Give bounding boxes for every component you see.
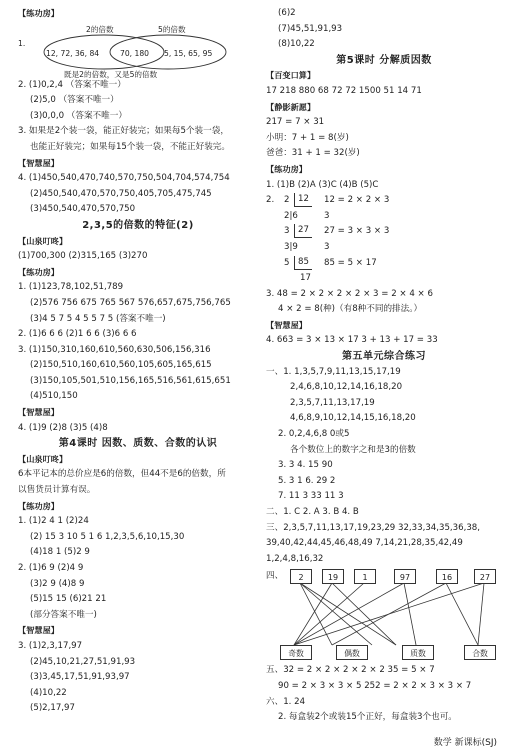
answer-line: 2. (1)6 6 6 (2)1 6 6 (3)6 6 6 bbox=[18, 329, 137, 340]
answer-line: 4. (1)450,540,470,740,570,750,504,704,574,754 bbox=[18, 173, 230, 184]
answer-line: 以售货员计算有误。 bbox=[18, 485, 96, 496]
category-prime: 质数 bbox=[402, 645, 434, 660]
section-header: 【智慧屋】 bbox=[18, 407, 59, 418]
answer-line: 4 × 2 = 8(种)（有8种不同的排法。） bbox=[278, 304, 423, 315]
answer-line: 2. (1)0,2,4 （答案不唯一） bbox=[18, 79, 126, 90]
factorization-row bbox=[266, 209, 502, 225]
answer-line: (2)150,510,160,610,560,105,605,165,615 bbox=[30, 360, 212, 371]
number-box: 19 bbox=[322, 569, 344, 584]
page-footer: 数学 新课标(SJ) bbox=[433, 738, 497, 748]
factor-equation: 12 = 2 × 2 × 3 bbox=[324, 195, 390, 206]
factorization-row bbox=[266, 240, 502, 256]
number-box: 1 bbox=[354, 569, 376, 584]
quotient: 3 bbox=[324, 241, 330, 252]
answer-line: 一、1. 1,3,5,7,9,11,13,15,17,19 bbox=[266, 366, 401, 377]
answer-line: (3)2 9 (4)8 9 bbox=[30, 578, 85, 589]
answer-line: (3)3,45,17,51,91,93,97 bbox=[30, 672, 130, 683]
answer-line: 1. (1)B (2)A (3)C (4)B (5)C bbox=[266, 179, 379, 190]
lesson-title: 第5课时 分解质因数 bbox=[336, 54, 432, 66]
venn-caption: 既是2的倍数，又是5的倍数 bbox=[64, 69, 158, 79]
dividend: 85 bbox=[294, 256, 312, 270]
answer-line: (8)10,22 bbox=[278, 39, 315, 50]
answer-line: 2,4,6,8,10,12,14,16,18,20 bbox=[290, 382, 403, 393]
section-header: 【百变口算】 bbox=[266, 70, 316, 81]
answer-line: 2. (1)6 9 (2)4 9 bbox=[18, 563, 84, 573]
number-box: 2 bbox=[290, 569, 312, 584]
answer-line: (1)700,300 (2)315,165 (3)270 bbox=[18, 251, 148, 262]
dividend: 12 bbox=[294, 193, 312, 207]
category-odd: 奇数 bbox=[280, 645, 312, 660]
venn-right-values: 5, 15, 65, 95 bbox=[164, 48, 213, 58]
answer-line: (2)576 756 675 765 567 576,657,675,756,765 bbox=[30, 297, 231, 308]
venn-left-values: 12, 72, 36, 84 bbox=[46, 48, 100, 58]
answer-line: 3. 3 4. 15 90 bbox=[278, 460, 333, 471]
answer-line: (2)45,10,21,27,51,91,93 bbox=[30, 656, 136, 667]
answer-line: 也能正好装完；如果每15个装一袋，不能正好装完。 bbox=[30, 141, 230, 152]
venn-diagram bbox=[18, 22, 258, 78]
answer-line: 六、1. 24 bbox=[266, 696, 306, 707]
answer-line: (5)15 15 (6)21 21 bbox=[30, 594, 107, 605]
question-number: 四、 bbox=[266, 571, 284, 582]
quotient: 3 bbox=[324, 210, 330, 221]
section-header: 【静影新愿】 bbox=[266, 101, 316, 112]
answer-line: 2. 每盒装2个或装15个正好，每盒装3个也可。 bbox=[278, 712, 457, 723]
right-column bbox=[266, 6, 502, 726]
question-number: 1. bbox=[18, 38, 26, 48]
section-header: 【智慧屋】 bbox=[18, 157, 59, 168]
answer-line: 1. (1)2 4 1 (2)24 bbox=[18, 516, 89, 527]
section-header: 【练功房】 bbox=[18, 266, 59, 277]
section-header: 【练功房】 bbox=[266, 163, 307, 174]
intermediate-step: 2|6 bbox=[284, 210, 298, 221]
divisor: 5 bbox=[284, 257, 290, 268]
answer-line: 5. 3 1 6. 29 2 bbox=[278, 475, 336, 486]
answer-line: 小明：7 + 1 = 8(岁) bbox=[266, 132, 349, 143]
answer-line: 3. 如果是2个装一袋，能正好装完；如果每5个装一袋， bbox=[18, 126, 229, 137]
answer-line: (3)0,0,0 （答案不唯一） bbox=[30, 110, 127, 121]
answer-line: 6本平记本的总价应是6的倍数，但44不是6的倍数，所 bbox=[18, 469, 226, 480]
answer-line: 217 = 7 × 31 bbox=[266, 117, 325, 128]
section-header: 【练功房】 bbox=[18, 8, 59, 18]
answer-line: (2)450,540,470,570,750,405,705,475,745 bbox=[30, 188, 212, 199]
section-header: 【山泉叮咚】 bbox=[18, 453, 68, 464]
answer-line: 90 = 2 × 3 × 3 × 5 252 = 2 × 2 × 3 × 3 × 7 bbox=[278, 680, 472, 691]
venn-label-right: 5的倍数 bbox=[158, 24, 186, 34]
left-column bbox=[18, 6, 258, 717]
answer-line: (4)18 1 (5)2 9 bbox=[30, 547, 90, 558]
intermediate-step: 3|9 bbox=[284, 241, 298, 252]
answer-line: (6)2 bbox=[278, 8, 296, 18]
answer-line: (4)510,150 bbox=[30, 391, 78, 402]
factorization-row bbox=[266, 224, 502, 240]
answer-line: 7. 11 3 33 11 3 bbox=[278, 491, 344, 502]
lesson-title: 第4课时 因数、质数、合数的认识 bbox=[58, 438, 218, 450]
answer-line: (3)150,105,501,510,156,165,516,561,615,651 bbox=[30, 375, 231, 386]
answer-line: 二、1. C 2. A 3. B 4. B bbox=[266, 507, 359, 517]
number-box: 16 bbox=[436, 569, 458, 584]
factorization-row bbox=[266, 193, 502, 209]
dividend: 27 bbox=[294, 224, 312, 238]
answer-line: 各个数位上的数字之和是3的倍数 bbox=[290, 444, 416, 455]
answer-line: 爸爸：31 + 1 = 32(岁) bbox=[266, 148, 360, 159]
divisor: 2 bbox=[284, 195, 290, 206]
answer-line: 三、2,3,5,7,11,13,17,19,23,29 32,33,34,35,36,38, bbox=[266, 522, 480, 533]
answer-line: (7)45,51,91,93 bbox=[278, 23, 343, 34]
factor-equation: 27 = 3 × 3 × 3 bbox=[324, 226, 390, 237]
answer-line: 4. (1)9 (2)8 (3)5 (4)8 bbox=[18, 422, 108, 433]
number-box: 27 bbox=[474, 569, 496, 584]
answer-line: 4,6,8,9,10,12,14,15,16,18,20 bbox=[290, 413, 416, 424]
answer-line: 1. (1)123,78,102,51,789 bbox=[18, 282, 124, 293]
question-number: 2. bbox=[266, 195, 275, 206]
answer-line: 2. 0,2,4,6,8 0或5 bbox=[278, 429, 350, 440]
venn-center-values: 70, 180 bbox=[120, 48, 149, 58]
factor-equation: 85 = 5 × 17 bbox=[324, 257, 377, 268]
answer-line: 3. (1)2,3,17,97 bbox=[18, 640, 83, 651]
answer-line: (3)4 5 7 5 4 5 5 7 5 (答案不唯一) bbox=[30, 313, 166, 324]
answer-line: 3. 48 = 2 × 2 × 2 × 2 × 3 = 2 × 4 × 6 bbox=[266, 288, 433, 299]
answer-line: (2)5,0 （答案不唯一） bbox=[30, 95, 119, 106]
divisor: 3 bbox=[284, 226, 290, 237]
number-box: 97 bbox=[394, 569, 416, 584]
quotient: 17 bbox=[300, 273, 311, 284]
answer-line: 4. 663 = 3 × 13 × 17 3 + 13 + 17 = 33 bbox=[266, 335, 438, 346]
answer-line: (4)10,22 bbox=[30, 687, 67, 698]
factorization-row bbox=[266, 256, 502, 272]
category-even: 偶数 bbox=[336, 645, 368, 660]
answer-line: 五、32 = 2 × 2 × 2 × 2 × 2 35 = 5 × 7 bbox=[266, 665, 435, 676]
answer-line: 1,2,4,8,16,32 bbox=[266, 553, 324, 564]
factorization-row bbox=[266, 271, 502, 287]
answer-line: 3. (1)150,310,160,610,560,630,506,156,316 bbox=[18, 344, 211, 355]
matching-diagram bbox=[266, 569, 502, 663]
answer-line: 2,3,5,7,11,13,17,19 bbox=[290, 397, 375, 408]
answer-line: 17 218 880 68 72 72 1500 51 14 71 bbox=[266, 85, 422, 96]
section-header: 【练功房】 bbox=[18, 500, 59, 511]
answer-line: (5)2,17,97 bbox=[30, 703, 75, 714]
category-composite: 合数 bbox=[464, 645, 496, 660]
answer-line: (2) 15 3 10 5 1 6 1,2,3,5,6,10,15,30 bbox=[30, 531, 185, 542]
section-header: 【智慧屋】 bbox=[266, 319, 307, 330]
answer-line: (3)450,540,470,570,750 bbox=[30, 204, 136, 215]
answer-line: 39,40,42,44,45,46,48,49 7,14,21,28,35,42,49 bbox=[266, 538, 463, 549]
lesson-title: 2,3,5的倍数的特征(2) bbox=[82, 219, 194, 231]
answer-line: (部分答案不唯一) bbox=[30, 609, 97, 620]
section-header: 【智慧屋】 bbox=[18, 625, 59, 636]
venn-label-left: 2的倍数 bbox=[86, 24, 114, 34]
unit-title: 第五单元综合练习 bbox=[342, 351, 426, 363]
section-header: 【山泉叮咚】 bbox=[18, 235, 68, 246]
